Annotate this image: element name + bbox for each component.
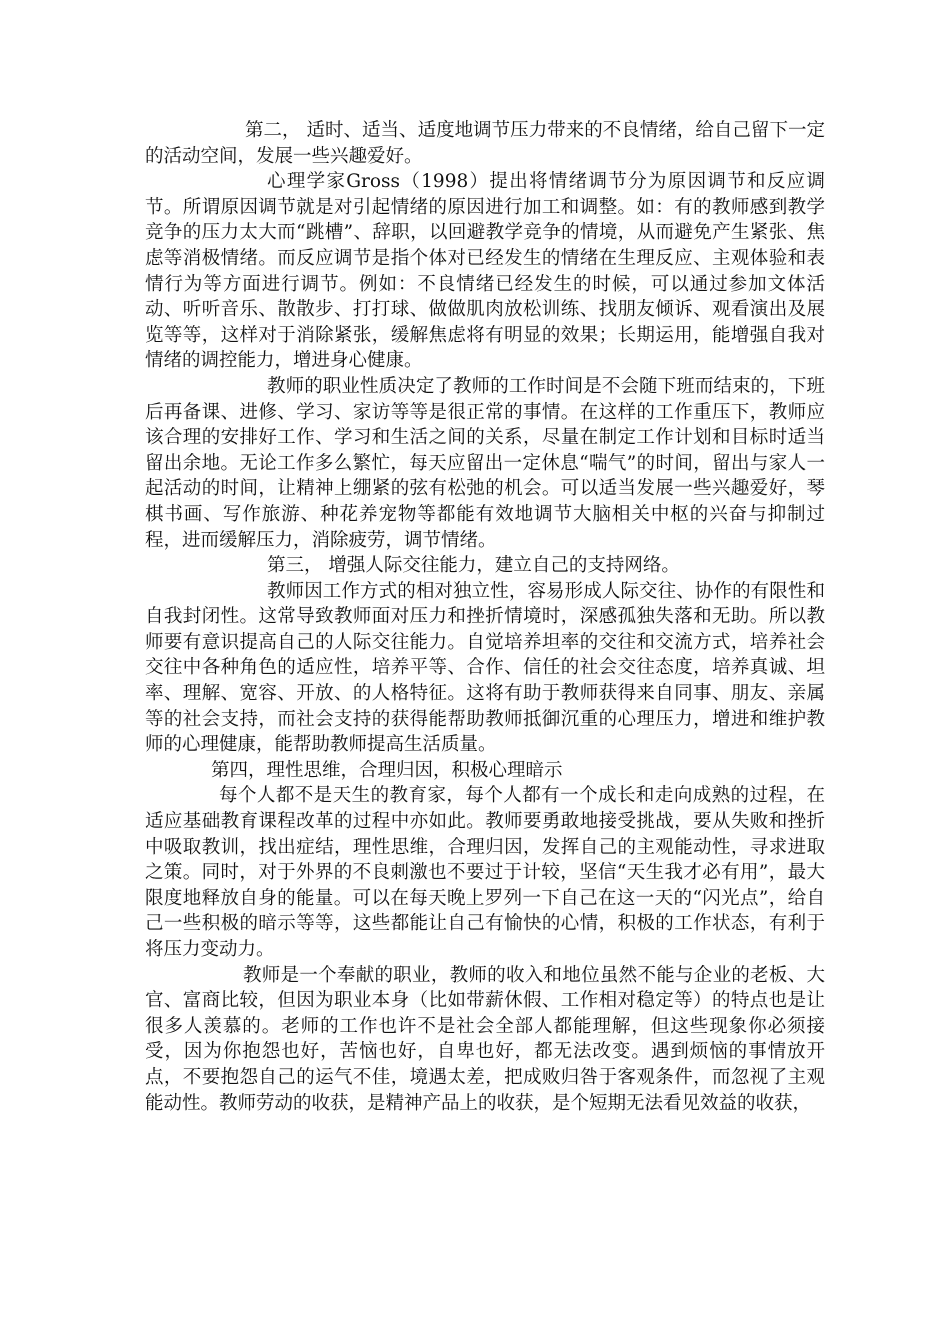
paragraph-point-three: 第三， 增强人际交往能力，建立自己的支持网络。 [267,555,680,577]
paragraph-point-four: 第四，理性思维，合理归因，积极心理暗示 [211,759,563,781]
paragraph-gross-theory: 心理学家Gross（1998）提出将情绪调节分为原因调节和反应调节。所谓原因调节就是对引起情绪的原因进行加工和调整。如：有的教师感到教学竞争的压力太大而“跳槽”、辞职，以回避教学竞争的情境，从而避免产生紧张、焦虑等消极情绪。而反应调节是指个体对已经发生的情绪在生理反应、主观体验和表情行为等方面进行调节。例如：不良情绪已经发生的时候，可以通过参加文体活动、听听音乐、散散步、打打球、做做肌肉放松训练、找朋友倾诉、观看演出及展览等等，这样对于消除紧张，缓解焦虑将有明显的效果；长期运用，能增强自我对情绪的调控能力，增进身心健康。 [145,171,825,372]
paragraph-work-schedule: 教师的职业性质决定了教师的工作时间是不会随下班而结束的，下班后再备课、进修、学习、家访等等是很正常的事情。在这样的工作重压下，教师应该合理的安排好工作、学习和生活之间的关系，尽量在制定工作计划和目标时适当留出余地。无论工作多么繁忙，每天应留出一定休息“喘气”的时间，留出与家人一起活动的时间，让精神上绷紧的弦有松弛的机会。可以适当发展一些兴趣爱好，琴棋书画、写作旅游、种花养宠物等都能有效地调节大脑相关中枢的兴奋与抑制过程，进而缓解压力，消除疲劳，调节情绪。 [145,375,825,551]
paragraph-point-two: 第二， 适时、适当、适度地调节压力带来的不良情绪，给自己留下一定的活动空间，发展一些兴趣爱好。 [145,120,825,167]
document-body [145,118,825,1116]
paragraph-rational-thinking: 每个人都不是天生的教育家，每个人都有一个成长和走向成熟的过程，在适应基础教育课程改革的过程中亦如此。教师要勇敢地接受挑战，要从失败和挫折中吸取教训，找出症结，理性思维，合理归因，发挥自己的主观能动性，寻求进取之策。同时，对于外界的不良刺激也不要过于计较，坚信“天生我才必有用”，最大限度地释放自身的能量。可以在每天晚上罗列一下自己在这一天的“闪光点”，给自己一些积极的暗示等等，这些都能让自己有愉快的心情，积极的工作状态，有利于将压力变动力。 [145,785,825,960]
paragraph-social-support: 教师因工作方式的相对独立性，容易形成人际交往、协作的有限性和自我封闭性。这常导致教师面对压力和挫折情境时，深感孤独失落和无助。所以教师要有意识提高自己的人际交往能力。自觉培养坦率的交往和交流方式，培养社会交往中各种角色的适应性，培养平等、合作、信任的社会交往态度，培养真诚、坦率、理解、宽容、开放、的人格特征。这将有助于教师获得来自同事、朋友、亲属等的社会支持，而社会支持的获得能帮助教师抵御沉重的心理压力，增进和维护教师的心理健康，能帮助教师提高生活质量。 [145,580,825,756]
paragraph-dedicated-profession: 教师是一个奉献的职业，教师的收入和地位虽然不能与企业的老板、大官、富商比较，但因为职业本身（比如带薪休假、工作相对稳定等）的特点也是让很多人羡慕的。老师的工作也许不是社会全部人都能理解，但这些现象你必须接受，因为你抱怨也好，苦恼也好，自卑也好，都无法改变。遇到烦恼的事情放开点，不要抱怨自己的运气不佳，境遇太差，把成败归咎于客观条件，而忽视了主观能动性。教师劳动的收获，是精神产品上的收获，是个短期无法看见效益的收获， [145,964,825,1114]
